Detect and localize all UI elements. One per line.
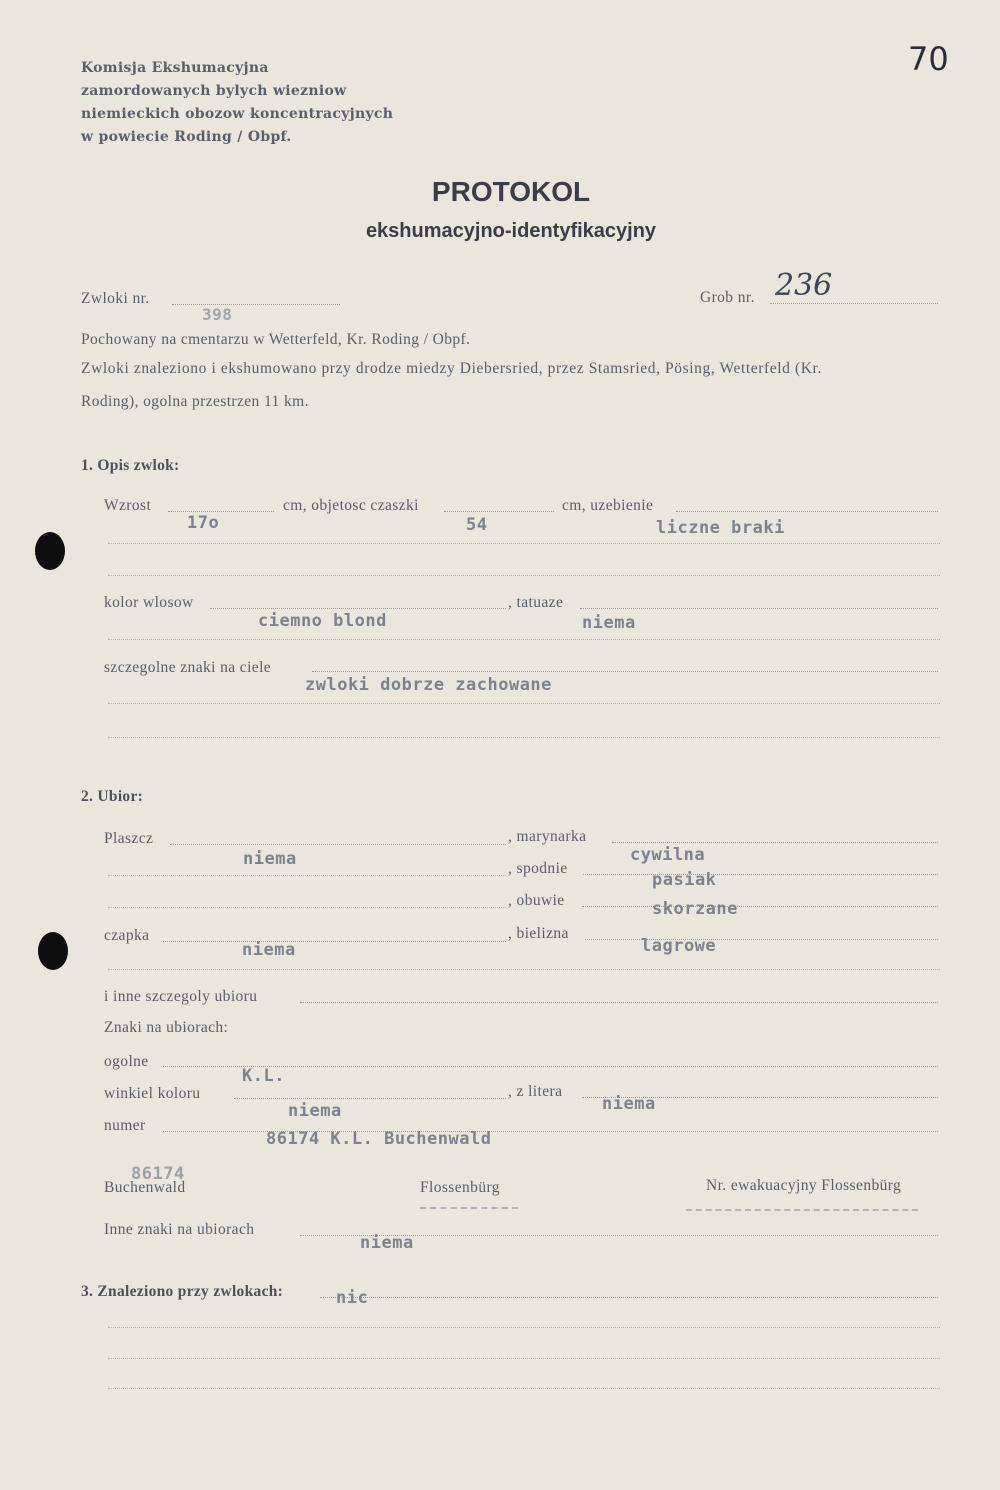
punch-hole-bottom (38, 932, 68, 970)
grob-label: Grob nr. (700, 289, 755, 306)
plaszcz-value: niema (243, 849, 297, 869)
znaki-value: zwloki dobrze zachowane (305, 675, 552, 695)
obuwie-value: skorzane (652, 899, 738, 919)
ubior-rule-2 (108, 907, 506, 908)
grob-value: 236 (775, 268, 833, 303)
inne-znaki-label: Inne znaki na ubiorach (104, 1221, 255, 1238)
header-line-2: zamordowanych bylych wiezniow (81, 83, 347, 99)
buchenwald-value: 86174 (131, 1164, 185, 1184)
znaki-label: szczegolne znaki na ciele (104, 659, 272, 676)
ogolne-value: K.L. (242, 1066, 285, 1086)
section-1-heading: 1. Opis zwlok: (81, 457, 180, 474)
obuwie-label: , obuwie (508, 892, 565, 909)
buchenwald-label: Buchenwald (104, 1179, 186, 1196)
czapka-value: niema (242, 940, 296, 960)
ubior-rule-1 (108, 875, 506, 876)
spodnie-line (583, 874, 938, 875)
znaleziono-text-1: Zwloki znaleziono i ekshumowano przy drodze miedzy Diebersried, przez Stamsried, Pösing, Wetterfeld (Kr. (81, 360, 822, 377)
flossenburg-dashes (420, 1207, 518, 1209)
opis-rule-5 (108, 737, 940, 738)
czaszka-value: 54 (466, 515, 488, 535)
plaszcz-label: Plaszcz (104, 830, 154, 847)
section-3-rule-2 (108, 1358, 940, 1359)
document-title: PROTOKOL (431, 176, 591, 207)
spodnie-label: , spodnie (508, 860, 568, 877)
wzrost-value: 17o (187, 513, 220, 533)
obuwie-line (582, 906, 938, 907)
inne-szczegoly-line (300, 1002, 938, 1003)
marynarka-value: cywilna (630, 845, 706, 865)
tatuaze-line (580, 608, 938, 609)
numer-label: numer (104, 1117, 146, 1134)
section-3-heading: 3. Znaleziono przy zwlokach: (81, 1283, 284, 1300)
marynarka-label: , marynarka (508, 828, 587, 845)
punch-hole-top (35, 532, 65, 570)
opis-rule-3 (108, 639, 940, 640)
opis-rule-4 (108, 703, 940, 704)
winkiel-value: niema (288, 1101, 342, 1121)
header-line-1: Komisja Ekshumacyjna (81, 60, 269, 76)
czaszka-label: cm, objetosc czaszki (283, 497, 419, 514)
zwloki-label: Zwloki nr. (81, 290, 150, 307)
plaszcz-line (170, 844, 506, 845)
wzrost-line (168, 511, 274, 512)
tatuaze-value: niema (582, 613, 636, 633)
pochowany-text: Pochowany na cmentarzu w Wetterfeld, Kr. Roding / Obpf. (81, 331, 471, 348)
zwloki-line (172, 304, 340, 305)
wzrost-label: Wzrost (104, 497, 152, 514)
section-2-heading: 2. Ubior: (81, 788, 144, 805)
ewakuacyjny-label: Nr. ewakuacyjny Flossenbürg (706, 1177, 902, 1194)
znaleziono-text-2: Roding), ogolna przestrzen 11 km. (81, 393, 309, 410)
inne-szczegoly-label: i inne szczegoly ubioru (104, 988, 258, 1005)
uzebienie-value: liczne braki (656, 518, 785, 538)
znaki-ubior-label: Znaki na ubiorach: (104, 1019, 229, 1036)
winkiel-line (234, 1098, 506, 1099)
uzebienie-line (676, 511, 938, 512)
section-3-rule-1 (108, 1327, 940, 1328)
uzebienie-label: cm, uzebienie (562, 497, 654, 514)
grob-line (770, 303, 938, 304)
znaki-line (312, 671, 938, 672)
page-number: 70 (908, 40, 949, 78)
bielizna-label: , bielizna (508, 925, 569, 942)
winkiel-label: winkiel koloru (104, 1085, 201, 1102)
litera-label: , z litera (508, 1083, 563, 1100)
kolor-label: kolor wlosow (104, 594, 194, 611)
bielizna-value: lagrowe (641, 936, 717, 956)
kolor-value: ciemno blond (258, 611, 387, 631)
opis-rule-1 (108, 543, 940, 544)
czaszka-line (444, 511, 554, 512)
section-3-line (320, 1297, 938, 1298)
header-line-4: w powiecie Roding / Obpf. (81, 129, 292, 145)
section-3-value: nic (336, 1288, 369, 1308)
numer-value: 86174 K.L. Buchenwald (266, 1129, 492, 1149)
czapka-line (163, 941, 506, 942)
bielizna-line (585, 939, 938, 940)
marynarka-line (612, 842, 938, 843)
ubior-rule-3 (108, 969, 940, 970)
tatuaze-label: , tatuaze (508, 594, 564, 611)
header-line-3: niemieckich obozow koncentracyjnych (81, 106, 394, 122)
flossenburg-label: Flossenbürg (420, 1179, 500, 1196)
section-3-rule-3 (108, 1388, 940, 1389)
opis-rule-2 (108, 575, 940, 576)
ewakuacyjny-dashes (686, 1209, 918, 1211)
document-subtitle: ekshumacyjno-identyfikacyjny (365, 220, 657, 242)
czapka-label: czapka (104, 927, 150, 944)
ogolne-label: ogolne (104, 1053, 149, 1070)
spodnie-value: pasiak (652, 870, 717, 890)
kolor-line (210, 608, 506, 609)
inne-znaki-value: niema (360, 1233, 414, 1253)
litera-value: niema (602, 1094, 656, 1114)
zwloki-value: 398 (202, 305, 233, 324)
